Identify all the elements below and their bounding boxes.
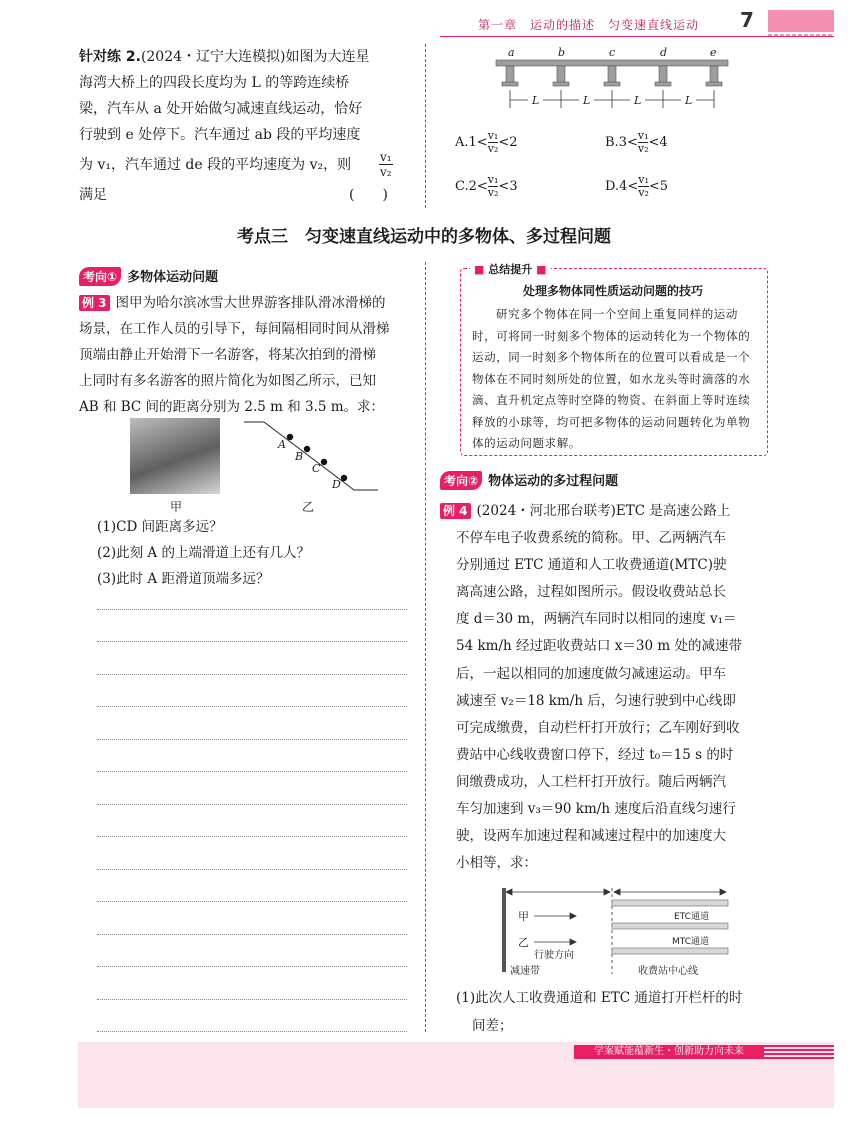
footer-slogan: 学案赋能蕴新生・创新助力向未来 (574, 1045, 764, 1059)
example-4-line: 离高速公路，过程如图所示。假设收费站总长 (456, 584, 726, 601)
example-4-line: 减速至 v₂＝18 km/h 后，匀速行驶到中心线即 (456, 692, 736, 709)
header-rule (440, 36, 834, 37)
figure-jia-caption: 甲 (170, 500, 183, 514)
example-3-line: 场景，在工作人员的引导下，每间隔相同时间从滑梯 (79, 321, 390, 337)
slope-diagram (240, 418, 382, 498)
answer-bracket: ( ) (349, 187, 388, 203)
example-4-line: 小相等，求： (456, 855, 537, 872)
center-line-label: 收费站中心线 (638, 966, 698, 977)
point-label-b: B (295, 450, 304, 463)
practice-2-last-line: 满足 (79, 187, 107, 203)
distance-arrows (506, 889, 726, 895)
answer-options (455, 130, 755, 210)
bridge-deck (496, 60, 728, 66)
section-title: 考点三 匀变速直线运动中的多物体、多过程问题 (237, 227, 611, 247)
answer-line[interactable] (97, 934, 407, 935)
span-markers (510, 90, 714, 108)
direction-1-badge: 考向① (79, 267, 121, 286)
answer-line[interactable] (97, 804, 407, 805)
speed-bump-label: 减速带 (510, 966, 540, 977)
example-4-line: 不停车电子收费系统的简称。甲、乙两辆汽车 (456, 530, 726, 547)
mtc-lane-label: MTC通道 (672, 937, 710, 947)
answer-line[interactable] (97, 641, 407, 642)
answer-line[interactable] (97, 674, 407, 675)
booth-wall (612, 900, 728, 906)
answer-line[interactable] (97, 901, 407, 902)
bridge-label-e: e (710, 46, 717, 59)
question-item: (2)此刻 A 的上端滑道上还有几人？ (97, 545, 310, 561)
answer-line[interactable] (97, 739, 407, 740)
point-label-a: A (278, 438, 286, 451)
example-4-line: 费站中心线收费窗口停下，经过 t₀＝15 s 的时 (456, 746, 734, 763)
chapter-header: 第一章 运动的描述 匀变速直线运动 (478, 18, 700, 32)
example-4-question-1 (456, 984, 742, 1040)
direction-2-title: 物体运动的多过程问题 (488, 474, 619, 489)
question-item: (3)此时 A 距滑道顶端多远？ (97, 571, 270, 587)
example-3-line: 顶端由静止开始滑下一名游客，将某次拍到的滑梯 (79, 347, 376, 363)
page-number: 7 (740, 8, 754, 32)
skier-b (304, 446, 310, 452)
skier-c (321, 459, 327, 465)
example-4-line: 度 d＝30 m，两辆汽车同时以相同的速度 v₁＝ (456, 611, 737, 628)
example-3-line: 上同时有多名游客的照片简化为如图乙所示，已知 (79, 373, 376, 389)
bridge-label-d: d (660, 46, 668, 59)
example-4-line: 车匀加速到 v₃＝90 km/h 速度后沿直线匀速行 (456, 801, 736, 818)
etc-diagram (496, 884, 732, 980)
answer-line[interactable] (97, 609, 407, 610)
summary-heading: 处理多物体同性质运动问题的技巧 (522, 284, 703, 298)
option-c[interactable]: C.2< $\frac{\text{v₁}}{\text{v₂}}$ <3 (455, 173, 518, 199)
skier-a (287, 434, 293, 440)
bridge-piers (502, 66, 722, 86)
answer-line[interactable] (97, 1031, 407, 1032)
example-4-tag: 例 4 (440, 503, 471, 519)
skier-d (341, 475, 347, 481)
answer-line[interactable] (97, 836, 407, 837)
summary-label: ■ 总结提升 ■ (470, 261, 551, 277)
bridge-label-b: b (558, 46, 566, 59)
example-3-tag: 例 3 (79, 295, 110, 311)
answer-line[interactable] (97, 706, 407, 707)
option-a[interactable]: A.1< $\frac{\text{v₁}}{\text{v₂}}$ <2 (455, 129, 518, 155)
example-4-line: 间缴费成功，人工栏杆打开放行。随后两辆汽 (456, 773, 726, 790)
booth-wall (612, 923, 728, 929)
bridge-label-c: c (609, 46, 616, 59)
example-3 (79, 290, 415, 420)
etc-lane-label: ETC通道 (674, 912, 709, 922)
figure-yi-caption: 乙 (302, 500, 315, 514)
answer-line[interactable] (97, 869, 407, 870)
answer-line[interactable] (97, 771, 407, 772)
option-d[interactable]: D.4< $\frac{\text{v₁}}{\text{v₂}}$ <5 (605, 173, 669, 199)
point-label-d: D (332, 478, 341, 491)
summary-text: 研究多个物体在同一个空间上重复同样的运动时，可将同一时刻多个物体的运动转化为一个物体的运动，同一时刻多个物体所在的位置可以看成是一个物体在不同时刻所处的位置，如水龙头等时滴落的水滴、直升机定点等时空降的物资、在斜面上等时连续释放的小球等，均可把多物体的运动问题转化为单物体的运动问题求解。 (472, 307, 751, 450)
answer-line[interactable] (97, 999, 407, 1000)
question-line: 间差； (472, 1018, 513, 1034)
fraction-numerator: v₁ (380, 150, 392, 164)
practice-2-prefix: 针对练 2. (79, 49, 141, 65)
bridge-diagram (492, 44, 736, 118)
column-separator-top (425, 44, 426, 208)
example-3-line: AB 和 BC 间的距离分别为 2.5 m 和 3.5 m。求： (79, 399, 385, 415)
footer-stripes (764, 1045, 834, 1059)
header-decoration (768, 10, 834, 32)
car-yi-label: 乙 (518, 936, 529, 949)
practice-2-line: 梁，汽车从 a 处开始做匀减速直线运动，恰好 (79, 101, 363, 117)
car-jia-label: 甲 (518, 910, 529, 923)
span-label: L (634, 94, 642, 107)
direction-1-title: 多物体运动问题 (127, 270, 219, 285)
column-separator-main (425, 262, 426, 1032)
answer-line[interactable] (97, 966, 407, 967)
point-label-c: C (312, 462, 321, 475)
practice-2-line: 行驶到 e 处停下。汽车通过 ab 段的平均速度 (79, 127, 361, 143)
span-label: L (685, 94, 693, 107)
booth-wall (612, 948, 728, 954)
example-4-line: (2024・河北邢台联考)ETC 是高速公路上 (476, 503, 731, 519)
bridge-label-a: a (508, 46, 515, 59)
direction-2-badge: 考向② (440, 471, 482, 490)
practice-2 (79, 44, 415, 208)
option-b[interactable]: B.3< $\frac{\text{v₁}}{\text{v₂}}$ <4 (605, 129, 668, 155)
ratio-fraction (379, 150, 393, 179)
speed-bump (502, 888, 506, 972)
example-4-line: 后，一起以相同的加速度做匀减速运动。甲车 (456, 665, 726, 682)
example-3-questions (97, 514, 310, 592)
example-4-line: 分别通过 ETC 通道和人工收费通道(MTC)驶 (456, 557, 727, 574)
direction-label: 行驶方向 (534, 950, 574, 961)
ice-slide-photo (130, 418, 220, 494)
question-item: (1)CD 间距离多远？ (97, 519, 223, 535)
practice-2-line: 海湾大桥上的四段长度均为 L 的等跨连续桥 (79, 75, 350, 91)
span-label: L (532, 94, 540, 107)
practice-2-line: (2024・辽宁大连模拟)如图为大连星 (140, 49, 370, 65)
example-4 (440, 498, 776, 877)
practice-2-line: 为 v₁，汽车通过 de 段的平均速度为 v₂，则 (79, 157, 352, 173)
example-3-line: 图甲为哈尔滨冰雪大世界游客排队滑冰滑梯的 (115, 295, 386, 311)
example-4-line: 可完成缴费，自动栏杆打开放行；乙车刚好到收 (456, 719, 740, 736)
direction-1-heading (79, 266, 218, 286)
fraction-denominator: v₂ (380, 165, 392, 179)
direction-2-heading (440, 470, 618, 490)
span-label: L (583, 94, 591, 107)
example-4-line: 驶，设两车加速过程和减速过程中的加速度大 (456, 828, 726, 845)
question-line: (1)此次人工收费通道和 ETC 通道打开栏杆的时 (456, 990, 743, 1006)
example-4-line: 54 km/h 经过距收费站口 x＝30 m 处的减速带 (456, 638, 742, 655)
